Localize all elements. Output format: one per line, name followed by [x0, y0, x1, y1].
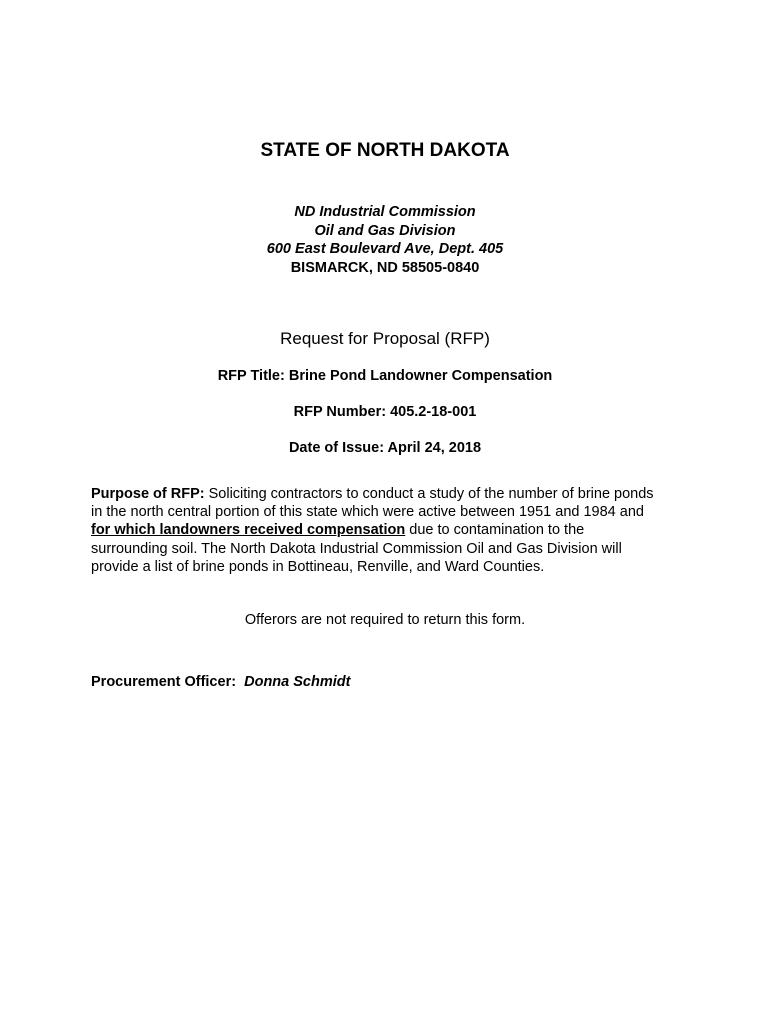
purpose-line-2: in the north central portion of this state which were active between 1951 and 1984 and [91, 504, 644, 521]
purpose-text-1: Soliciting contractors to conduct a study of the number of brine ponds [204, 486, 654, 502]
procurement-officer-label: Procurement Officer: [91, 674, 237, 690]
purpose-line-3 [91, 521, 691, 539]
procurement-officer [91, 673, 350, 691]
agency-street: 600 East Boulevard Ave, Dept. 405 [266, 241, 504, 257]
rfp-number: RFP Number: 405.2-18-001 [293, 404, 477, 420]
purpose-emphasis: for which landowners received compensation [91, 522, 406, 539]
agency-address-block [0, 203, 770, 277]
rfp-date-of-issue: Date of Issue: April 24, 2018 [288, 440, 482, 456]
purpose-text-3: due to contamination to the [405, 522, 585, 539]
purpose-line-5: provide a list of brine ponds in Bottineau, Renville, and Ward Counties. [91, 558, 545, 575]
offerors-note: Offerors are not required to return this form. [244, 612, 526, 628]
procurement-officer-name: Donna Schmidt [244, 674, 351, 690]
agency-commission: ND Industrial Commission [294, 204, 476, 220]
agency-city: BISMARCK, ND 58505-0840 [290, 259, 480, 276]
purpose-paragraph [91, 485, 691, 576]
purpose-line-1 [91, 485, 691, 503]
rfp-heading: Request for Proposal (RFP) [280, 329, 490, 348]
purpose-label: Purpose of RFP: [91, 486, 205, 502]
page-title: STATE OF NORTH DAKOTA [260, 140, 510, 161]
rfp-title: RFP Title: Brine Pond Landowner Compensation [217, 368, 553, 384]
purpose-line-4: surrounding soil. The North Dakota Industrial Commission Oil and Gas Division will [91, 540, 622, 557]
agency-division: Oil and Gas Division [314, 222, 456, 239]
